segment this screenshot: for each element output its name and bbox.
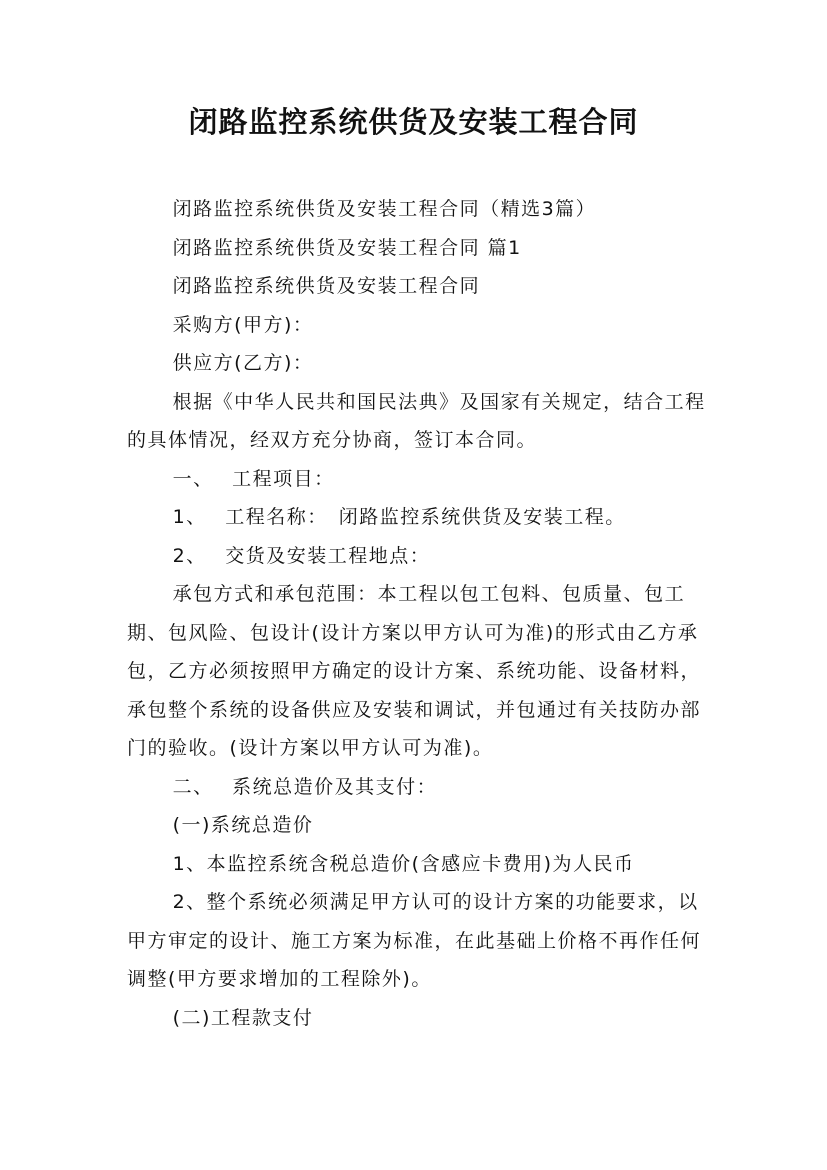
paragraph-project-name: 1、 工程名称： 闭路监控系统供货及安装工程。: [172, 506, 626, 528]
paragraph-price-terms: 2、整个系统必须满足甲方认可的设计方案的功能要求，以甲方审定的设计、施工方案为标准，在此基础上价格不再作任何调整(甲方要求增加的工程除外)。: [127, 891, 702, 990]
paragraph-clause-1: 一、 工程项目：: [172, 467, 335, 490]
document-title: 闭路监控系统供货及安装工程合同: [188, 105, 639, 139]
paragraph-buyer: 采购方(甲方)：: [172, 313, 314, 336]
paragraph-clause-2: 二、 系统总造价及其支付：: [172, 775, 438, 798]
paragraph-section-heading: 闭路监控系统供货及安装工程合同 篇1: [172, 236, 522, 259]
document-body: [127, 190, 707, 1037]
paragraph-supplier: 供应方(乙方)：: [172, 352, 314, 374]
paragraph-basis: 根据《中华人民共和国民法典》及国家有关规定，结合工程的具体情况，经双方充分协商，签订本合同。: [127, 390, 706, 451]
paragraph-contract-name: 闭路监控系统供货及安装工程合同: [172, 275, 481, 297]
paragraph-payment-heading: (二)工程款支付: [172, 1006, 314, 1029]
paragraph-total-price: 1、本监控系统含税总造价(含感应卡费用)为人民币: [172, 852, 635, 875]
paragraph-total-price-heading: (一)系统总造价: [172, 814, 314, 836]
paragraph-collection-title: 闭路监控系统供货及安装工程合同（精选3篇）: [172, 198, 597, 220]
paragraph-location: 2、 交货及安装工程地点：: [172, 544, 431, 567]
paragraph-scope: 承包方式和承包范围：本工程以包工包料、包质量、包工期、包风险、包设计(设计方案以甲方认可为准)的形式由乙方承包，乙方必须按照甲方确定的设计方案、系统功能、设备材料，承包整个系统的设备供应及安装和调试，并包通过有关技防办部门的验收。(设计方案以甲方认可为准)。: [127, 583, 702, 759]
